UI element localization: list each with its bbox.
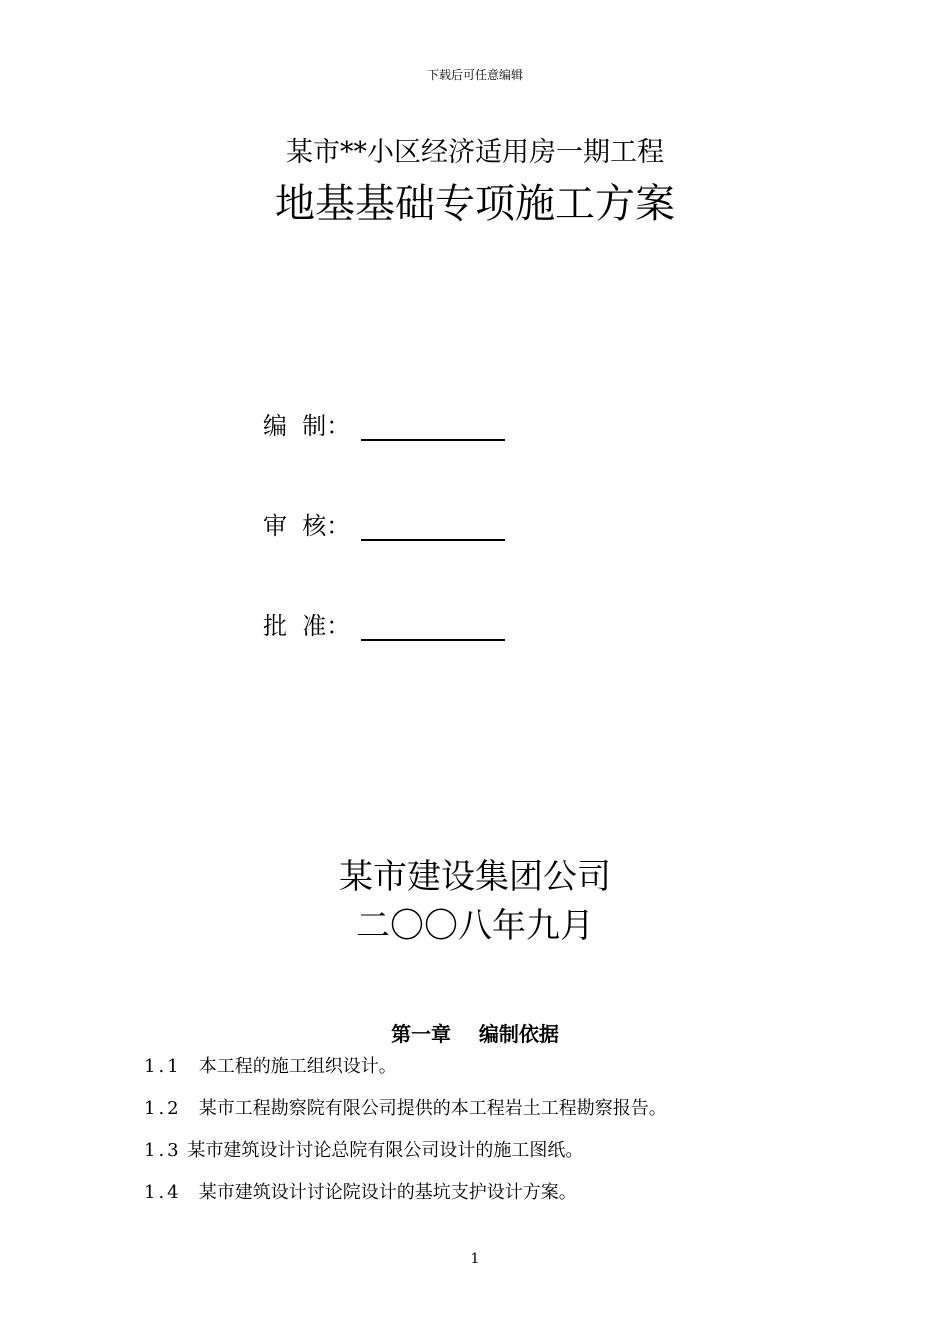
signature-label: 批 准：	[263, 612, 351, 640]
signature-blank-line	[361, 609, 505, 641]
item-text: 某市建筑设计讨论院设计的基坑支护设计方案。	[181, 1182, 577, 1203]
signature-row-approver	[263, 606, 505, 641]
company-name: 某市建设集团公司	[339, 857, 611, 897]
signature-label: 审 核：	[263, 512, 351, 540]
signature-row-reviewer	[263, 506, 505, 541]
page-number: 1	[470, 1251, 480, 1267]
project-title: 地基基础专项施工方案	[275, 181, 675, 227]
list-item	[144, 1097, 864, 1139]
signature-blank-line	[361, 509, 505, 541]
chapter-heading: 第一章 编制依据	[391, 1022, 559, 1046]
basis-list	[144, 1055, 864, 1223]
project-subtitle: 某市**小区经济适用房一期工程	[286, 137, 664, 168]
item-text: 本工程的施工组织设计。	[181, 1056, 397, 1077]
signature-label: 编 制：	[263, 412, 351, 440]
item-text: 某市工程勘察院有限公司提供的本工程岩土工程勘察报告。	[181, 1098, 667, 1119]
item-text: 某市建筑设计讨论总院有限公司设计的施工图纸。	[181, 1140, 584, 1161]
item-number: 1.4	[144, 1182, 182, 1203]
signature-blank-line	[361, 409, 505, 441]
list-item	[144, 1139, 864, 1181]
header-note: 下载后可任意编辑	[426, 68, 523, 82]
signature-row-compiler	[263, 406, 505, 441]
issue-date: 二〇〇八年九月	[356, 906, 594, 946]
list-item	[144, 1181, 864, 1223]
list-item	[144, 1055, 864, 1097]
item-number: 1.1	[144, 1056, 182, 1077]
item-number: 1.3	[144, 1140, 182, 1161]
item-number: 1.2	[144, 1098, 182, 1119]
